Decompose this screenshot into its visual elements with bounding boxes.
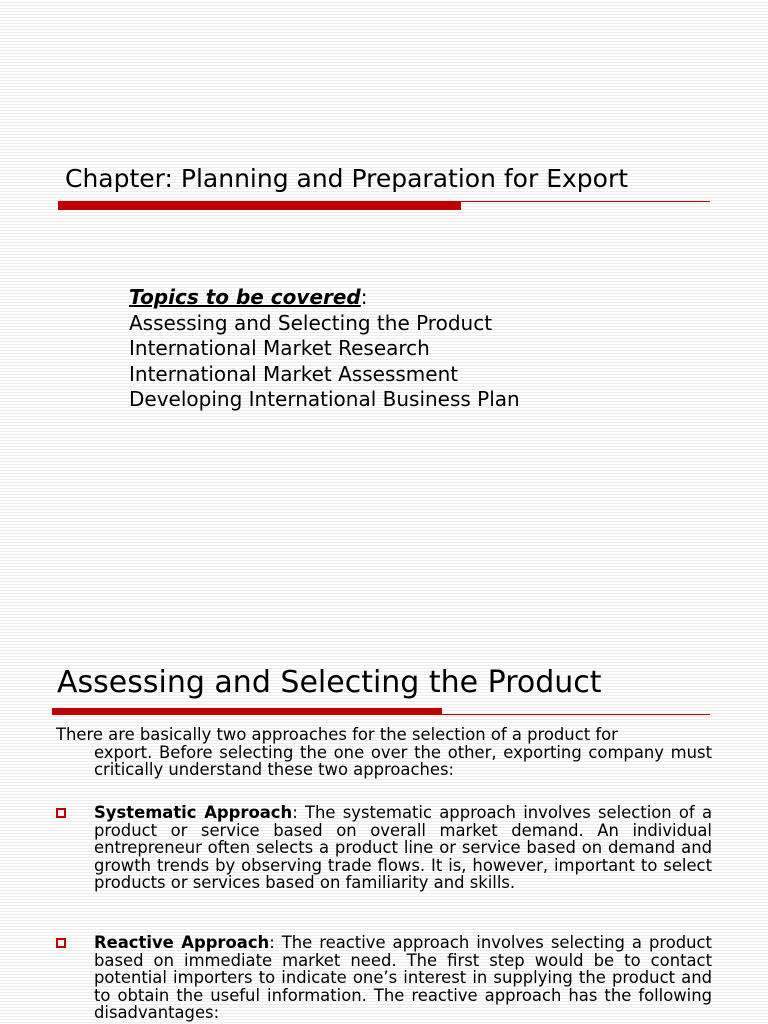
topic-item: International Market Research	[129, 336, 430, 360]
topics-list	[129, 285, 520, 413]
topic-item: Developing International Business Plan	[129, 387, 520, 411]
bullet-reactive-approach	[56, 934, 712, 1022]
intro-first-line: There are basically two approaches for the selection of a product for	[56, 725, 618, 744]
topics-heading: Topics to be covered	[129, 285, 361, 309]
bullet-text	[94, 934, 712, 1022]
intro-continuation: export. Before selecting the one over the other, exporting company must critically understand these two approaches:	[94, 742, 712, 780]
bullet-systematic-approach	[56, 804, 712, 892]
topics-heading-colon: :	[360, 285, 368, 309]
slide-1-title: Chapter: Planning and Preparation for Export	[65, 164, 629, 193]
hollow-square-bullet-icon	[56, 808, 66, 818]
bullet-description: : The reactive approach involves selecting a product based on immediate market need. The first step would be to contact potential importers to indicate one’s interest in supplying the product and to obtain the useful information. The reactive approach has the following disadvantages:	[94, 933, 712, 1023]
title-rule-bar	[58, 202, 461, 210]
intro-paragraph	[56, 726, 712, 779]
topics-heading-line	[129, 285, 520, 311]
bullet-text	[94, 804, 712, 892]
bullet-term: Reactive Approach	[94, 933, 270, 952]
topic-item: International Market Assessment	[129, 361, 459, 386]
topic-item: Assessing and Selecting the Product	[129, 310, 493, 335]
slide-2	[0, 630, 768, 1024]
bullet-term: Systematic Approach	[94, 803, 293, 822]
slide-2-title: Assessing and Selecting the Product	[57, 665, 602, 700]
hollow-square-bullet-icon	[56, 938, 66, 948]
title-rule-bar	[52, 708, 442, 715]
bullet-description: : The systematic approach involves selection of a product or service based on overall market demand. An individual entrepreneur often selects a product line or service based on demand and growth trends by observing trade flows. It is, however, important to select products or services based on familiarity and skills.	[94, 803, 712, 893]
